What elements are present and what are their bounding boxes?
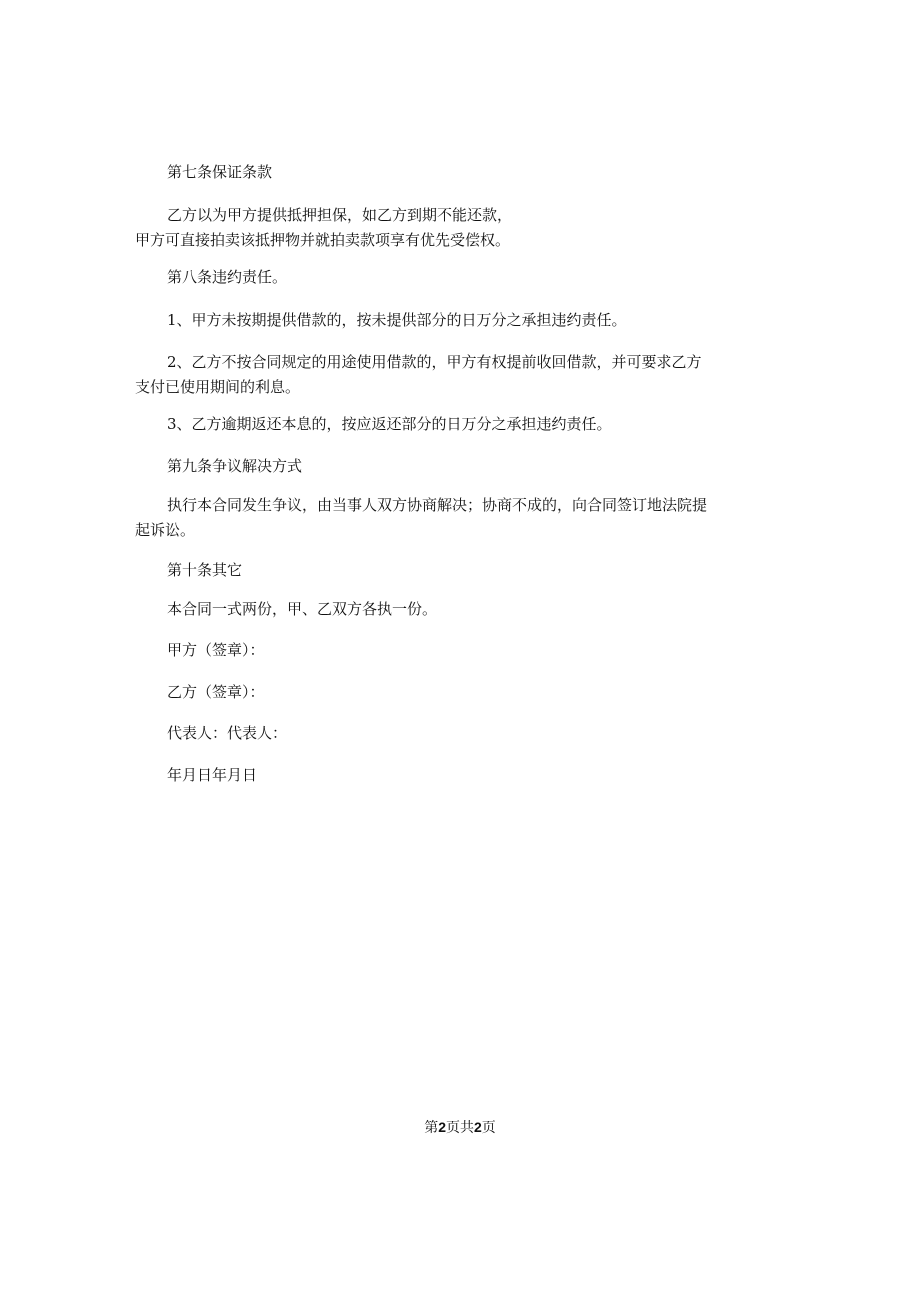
- total-page-number: 2: [474, 1119, 482, 1135]
- text-line: 本合同一式两份，甲、乙双方各执一份。: [167, 600, 438, 618]
- section-9-heading: [135, 454, 302, 479]
- text-line: 年月日年月日: [167, 766, 258, 784]
- section-7-heading: [135, 160, 272, 185]
- text-line: 第八条违约责任。: [167, 268, 288, 286]
- text-line: 3、乙方逾期返还本息的，按应返还部分的日万分之承担违约责任。: [167, 415, 612, 433]
- date-line: [135, 763, 257, 788]
- footer-prefix: 第: [424, 1121, 439, 1136]
- text-line: 甲方（签章）：: [167, 641, 265, 659]
- section-10-clause: [135, 597, 437, 622]
- text-line: 代表人：代表人：: [167, 724, 288, 742]
- section-8-item-2: [135, 350, 702, 400]
- text-line: 执行本合同发生争议，由当事人双方协商解决；协商不成的，向合同签订地法院提: [167, 496, 708, 514]
- current-page-number: 2: [438, 1119, 446, 1135]
- text-line: 2、乙方不按合同规定的用途使用借款的，甲方有权提前收回借款，并可要求乙方: [167, 353, 702, 371]
- text-line: 第九条争议解决方式: [167, 457, 303, 475]
- party-b-signature: [135, 680, 265, 705]
- party-a-signature: [135, 638, 265, 663]
- representatives-line: [135, 721, 287, 746]
- text-line: 起诉讼。: [135, 521, 196, 539]
- text-line: 1、甲方未按期提供借款的，按未提供部分的日万分之承担违约责任。: [167, 311, 627, 329]
- footer-middle: 页共: [446, 1121, 474, 1136]
- section-9-clause: [135, 493, 707, 543]
- section-8-heading: [135, 265, 287, 290]
- text-line: 第十条其它: [167, 561, 243, 579]
- section-10-heading: [135, 558, 242, 583]
- text-line: 乙方（签章）：: [167, 683, 265, 701]
- footer-suffix: 页: [481, 1121, 496, 1136]
- text-line: 乙方以为甲方提供抵押担保，如乙方到期不能还款，: [167, 206, 513, 224]
- section-8-item-3: [135, 412, 612, 437]
- text-line: 支付已使用期间的利息。: [135, 378, 301, 396]
- page-footer: [0, 1117, 920, 1139]
- text-line: 第七条保证条款: [167, 163, 273, 181]
- section-7-clause: [135, 203, 512, 253]
- text-line: 甲方可直接拍卖该抵押物并就拍卖款项享有优先受偿权。: [135, 231, 511, 249]
- section-8-item-1: [135, 308, 627, 333]
